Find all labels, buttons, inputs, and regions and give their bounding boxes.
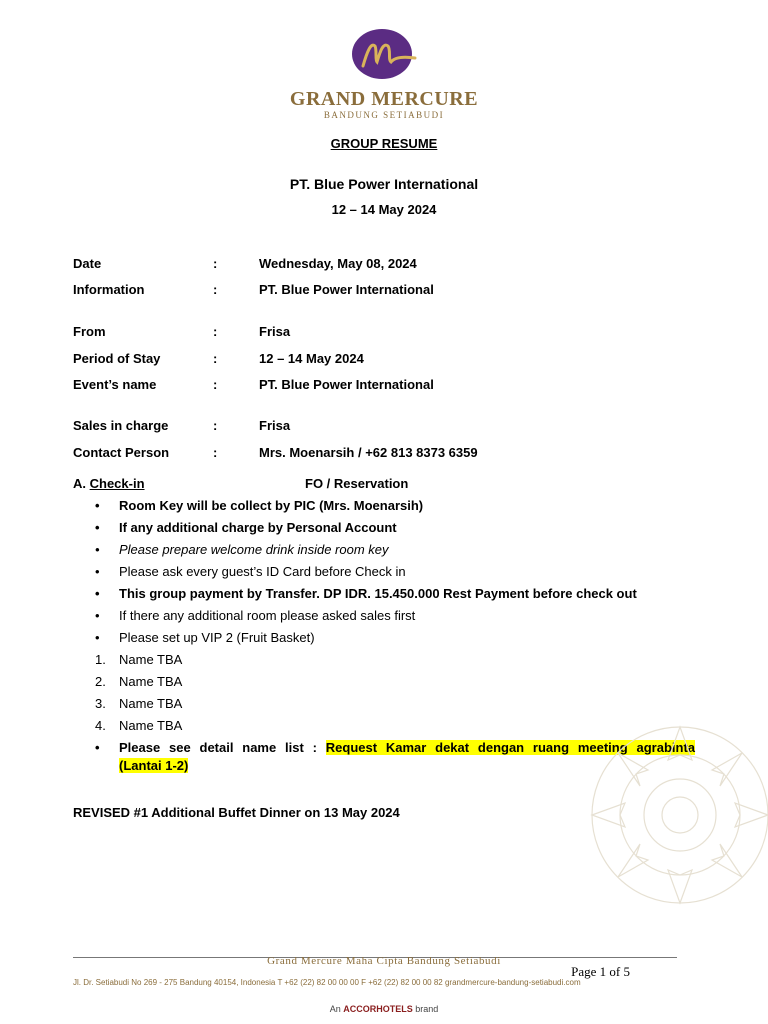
event-company: PT. Blue Power International (289, 176, 479, 192)
bullet-marker: • (95, 564, 100, 579)
list-item-text: If there any additional room please asked sales first (119, 608, 416, 623)
info-label: Information (73, 282, 145, 297)
list-item (73, 651, 695, 673)
list-item-text: If any additional charge by Personal Account (119, 520, 397, 535)
section-checkin-heading (73, 476, 409, 491)
bullet-marker: • (95, 630, 100, 645)
info-separator: : (213, 377, 218, 392)
list-item-text: Please see detail name list : (119, 740, 317, 755)
bullet-marker: • (95, 542, 100, 557)
info-label: Contact Person (73, 445, 170, 460)
bullet-marker: • (95, 608, 100, 623)
info-separator: : (213, 256, 218, 271)
accor-prefix: An (329, 1004, 341, 1014)
highlighted-request: Request Kamar dekat dengan ruang meeting agrabinta (325, 740, 695, 755)
info-value: PT. Blue Power International (259, 282, 434, 297)
number-marker: 3. (95, 696, 106, 711)
section-department: FO / Reservation (305, 476, 409, 491)
document-title: GROUP RESUME (330, 136, 438, 151)
list-item (73, 629, 695, 651)
highlighted-floor: (Lantai 1-2) (119, 758, 189, 773)
bullet-marker: • (95, 498, 100, 513)
list-item-text: Please ask every guest’s ID Card before Check in (119, 564, 406, 579)
info-label: Date (73, 256, 102, 271)
footer-accor-brand (0, 1004, 768, 1014)
info-value: Frisa (259, 324, 291, 339)
number-marker: 1. (95, 652, 106, 667)
info-value: Mrs. Moenarsih / +62 813 8373 6359 (259, 445, 478, 460)
page-number: Page 1 of 5 (571, 964, 630, 979)
brand-name: GRAND MERCURE (289, 88, 479, 110)
list-item-text: Please prepare welcome drink inside room key (119, 542, 389, 557)
list-item (73, 673, 695, 695)
decorative-mandala-icon (570, 700, 768, 930)
section-title: Check-in (89, 476, 145, 491)
revision-note: REVISED #1 Additional Buffet Dinner on 13 May 2024 (73, 805, 400, 820)
event-dates: 12 – 14 May 2024 (331, 202, 437, 217)
footer-hotel-name: Grand Mercure Maha Cipta Bandung Setiabudi (267, 955, 501, 967)
number-marker: 4. (95, 718, 106, 733)
list-item (73, 607, 695, 629)
brand-subtitle: BANDUNG SETIABUDI (323, 110, 445, 120)
number-marker: 2. (95, 674, 106, 689)
info-separator: : (213, 282, 218, 297)
info-label: Sales in charge (73, 418, 169, 433)
list-item (73, 585, 695, 607)
accor-suffix: brand (415, 1004, 439, 1014)
info-label: Event’s name (73, 377, 157, 392)
list-item (73, 563, 695, 585)
section-prefix: A. (73, 476, 86, 491)
info-label: From (73, 324, 106, 339)
grand-mercure-logo-icon (349, 28, 419, 80)
list-item-text: This group payment by Transfer. DP IDR. 15.450.000 Rest Payment before check out (119, 586, 637, 601)
footer-address: Jl. Dr. Setiabudi No 269 - 275 Bandung 40154, Indonesia T +62 (22) 82 00 00 00 F +62 (22) 82 00 00 82 grandmercure-bandung-setiabudi.com (73, 978, 581, 987)
info-value: 12 – 14 May 2024 (259, 351, 364, 366)
list-item (73, 497, 695, 519)
info-separator: : (213, 324, 218, 339)
info-separator: : (213, 445, 218, 460)
list-item-text: Name TBA (119, 674, 183, 689)
bullet-marker: • (95, 740, 100, 755)
info-separator: : (213, 351, 218, 366)
list-item-text: Name TBA (119, 696, 183, 711)
info-value: Wednesday, May 08, 2024 (259, 256, 417, 271)
accor-logo-text: ACCORHOTELS (343, 1004, 413, 1014)
list-item (73, 519, 695, 541)
list-item-text: Please set up VIP 2 (Fruit Basket) (119, 630, 315, 645)
bullet-marker: • (95, 586, 100, 601)
info-value: PT. Blue Power International (259, 377, 434, 392)
info-value: Frisa (259, 418, 291, 433)
bullet-marker: • (95, 520, 100, 535)
list-item-text: Name TBA (119, 652, 183, 667)
info-label: Period of Stay (73, 351, 161, 366)
info-separator: : (213, 418, 218, 433)
list-item-text: Name TBA (119, 718, 183, 733)
list-item-text: Room Key will be collect by PIC (Mrs. Moenarsih) (119, 498, 424, 513)
list-item (73, 541, 695, 563)
